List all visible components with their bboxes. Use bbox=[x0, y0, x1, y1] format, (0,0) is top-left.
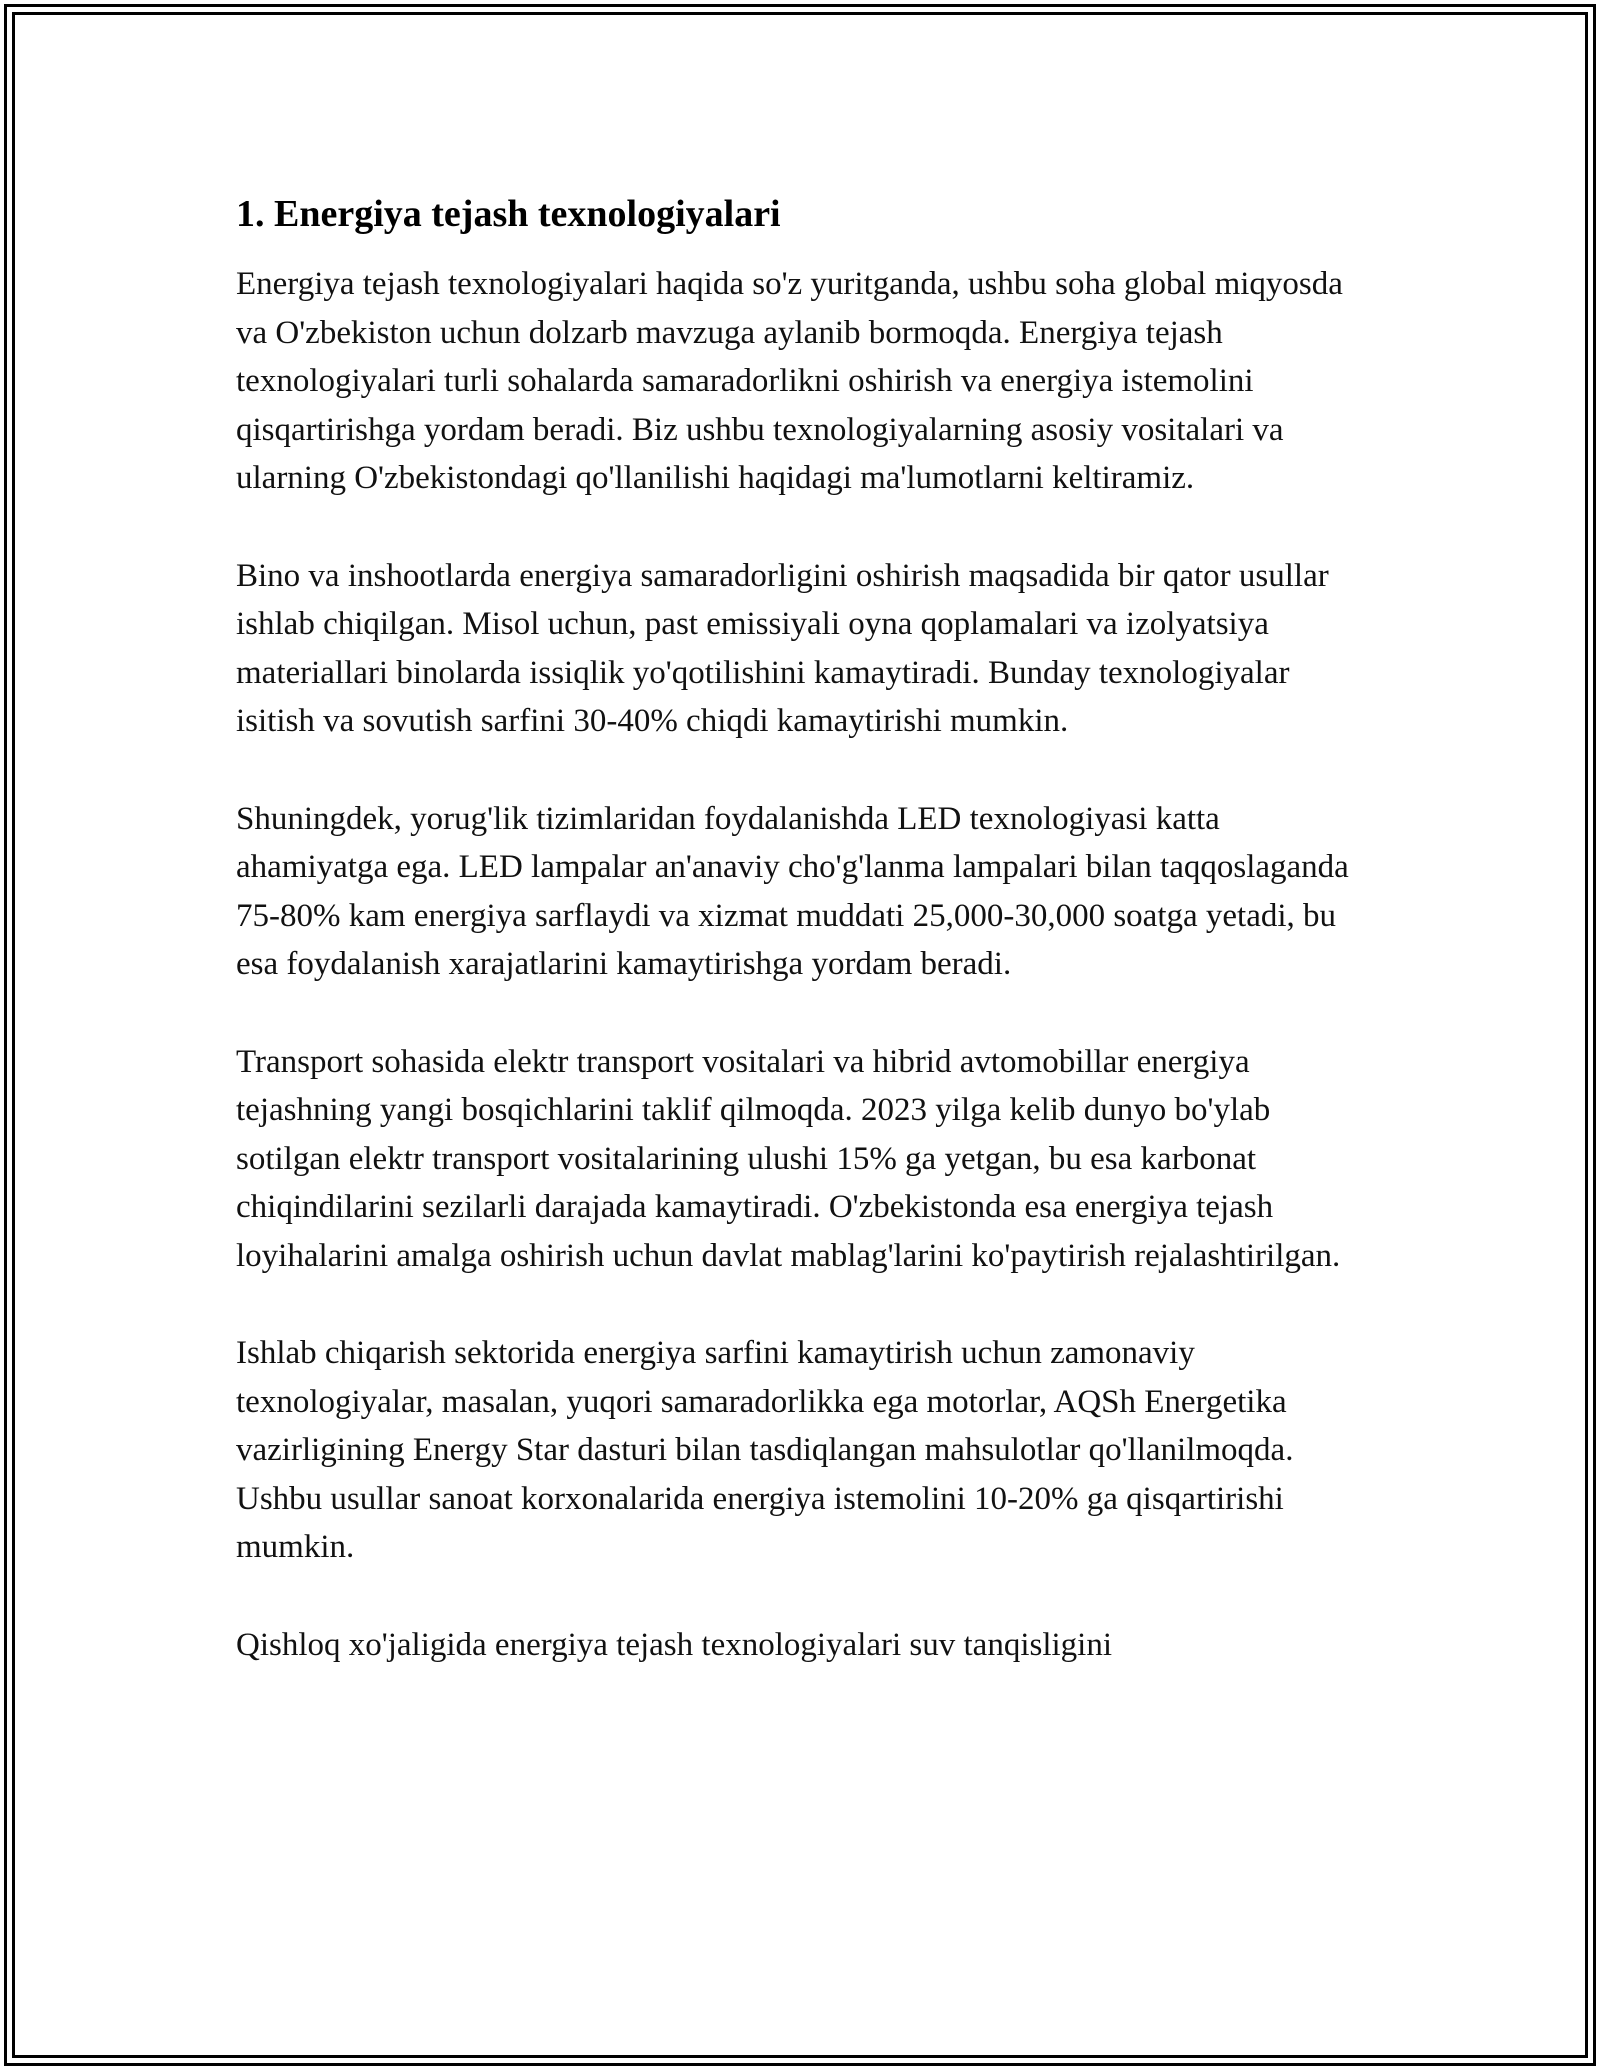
paragraph-industry: Ishlab chiqarish sektorida energiya sarfini kamaytirish uchun zamonaviy texnologiyalar, masalan, yuqori samaradorlikka ega motorlar, AQSh Energetika vazirligining Energy Star dasturi bilan tasdiqlangan mahsulotlar qo'llanilmoqda. Ushbu usullar sanoat korxonalarida energiya istemolini 10-20% ga qisqartirishi mumkin. bbox=[236, 1335, 1294, 1565]
paragraph-transport: Transport sohasida elektr transport vositalari va hibrid avtomobillar energiya tejashning yangi bosqichlarini taklif qilmoqda. 2023 yilga kelib dunyo bo'ylab sotilgan elektr transport vositalarining ulushi 15% ga yetgan, bu esa karbonat chiqindilarini sezilarli darajada kamaytiradi. O'zbekistonda esa energiya tejash loyihalarini amalga oshirish uchun davlat mablag'larini ko'paytirish rejalashtirilgan. bbox=[236, 1043, 1341, 1274]
paragraph-agriculture: Qishloq xo'jaligida energiya tejash texnologiyalari suv tanqisligini bbox=[236, 1626, 1113, 1663]
paragraph-buildings: Bino va inshootlarda energiya samaradorligini oshirish maqsadida bir qator usullar ishlab chiqilgan. Misol uchun, past emissiyali oyna qoplamalari va izolyatsiya materiallari binolarda issiqlik yo'qotilishini kamaytiradi. Bunday texnologiyalar isitish va sovutish sarfini 30-40% chiqdi kamaytirishi mumkin. bbox=[236, 557, 1329, 739]
section-heading: 1. Energiya tejash texnologiyalari bbox=[236, 193, 781, 235]
document-body bbox=[236, 186, 1376, 1669]
paragraph-lighting: Shuningdek, yorug'lik tizimlaridan foydalanishda LED texnologiyasi katta ahamiyatga ega. LED lampalar an'anaviy cho'g'lanma lampalari bilan taqqoslaganda 75-80% kam energiya sarflaydi va xizmat muddati 25,000-30,000 soatga yetadi, bu esa foydalanish xarajatlarini kamaytirishga yordam beradi. bbox=[236, 800, 1349, 982]
paragraph-intro: Energiya tejash texnologiyalari haqida so'z yuritganda, ushbu soha global miqyosda va O'zbekiston uchun dolzarb mavzuga aylanib bormoqda. Energiya tejash texnologiyalari turli sohalarda samaradorlikni oshirish va energiya istemolini qisqartirishga yordam beradi. Biz ushbu texnologiyalarning asosiy vositalari va ularning O'zbekistondagi qo'llanilishi haqidagi ma'lumotlarni keltiramiz. bbox=[236, 266, 1343, 496]
